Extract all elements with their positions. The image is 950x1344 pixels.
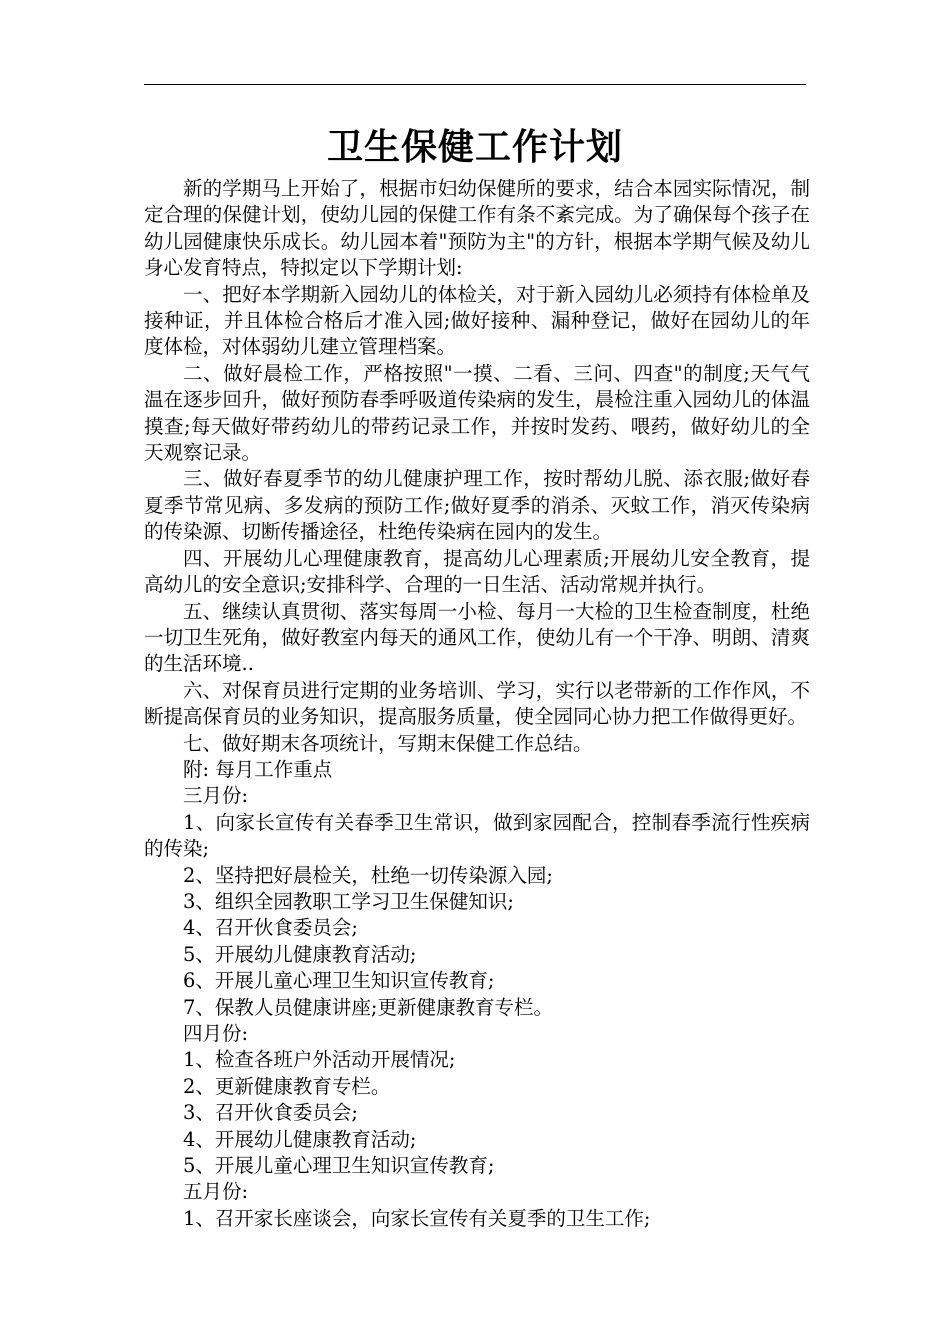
month-heading: 三月份: xyxy=(183,784,249,808)
list-item: 1、召开家长座谈会，向家长宣传有关夏季的卫生工作; xyxy=(183,1206,651,1230)
list-item: 7、保教人员健康讲座;更新健康教育专栏。 xyxy=(183,995,553,1019)
paragraph: 五、继续认真贯彻、落实每周一小检、每月一大检的卫生检查制度，杜绝一切卫生死角，做好教室内每天的通风工作，使幼儿有一个干净、明朗、清爽的生活环境.. xyxy=(144,599,810,676)
paragraph: 六、对保育员进行定期的业务培训、学习，实行以老带新的工作作风，不断提高保育员的业务知识，提高服务质量，使全园同心协力把工作做得更好。 xyxy=(144,678,810,729)
list-item: 4、召开伙食委员会; xyxy=(183,916,358,940)
paragraph: 一、把好本学期新入园幼儿的体检关，对于新入园幼儿必须持有体检单及接种证，并且体检合格后才准入园;做好接种、漏种登记，做好在园幼儿的年度体检，对体弱幼儿建立管理档案。 xyxy=(144,282,810,359)
list-item: 5、开展幼儿健康教育活动; xyxy=(183,942,417,966)
list-item: 2、坚持把好晨检关，杜绝一切传染源入园; xyxy=(183,863,553,887)
header-rule xyxy=(144,84,806,85)
paragraph: 四、开展幼儿心理健康教育，提高幼儿心理素质;开展幼儿安全教育，提高幼儿的安全意识;安排科学、合理的一日生活、活动常规并执行。 xyxy=(144,546,810,597)
document-title: 卫生保健工作计划 xyxy=(326,127,623,168)
list-item: 3、召开伙食委员会; xyxy=(183,1101,358,1125)
paragraph: 二、做好晨检工作，严格按照"一摸、二看、三问、四查"的制度;天气气温在逐步回升，做好预防春季呼吸道传染病的发生，晨检注重入园幼儿的体温摸查;每天做好带药幼儿的带药记录工作，并按时发药、喂药，做好幼儿的全天观察记录。 xyxy=(144,361,810,465)
appendix-heading: 附: 每月工作重点 xyxy=(183,757,333,781)
list-item: 5、开展儿童心理卫生知识宣传教育; xyxy=(183,1154,495,1178)
list-item: 6、开展儿童心理卫生知识宣传教育; xyxy=(183,969,495,993)
month-heading: 四月份: xyxy=(183,1022,249,1045)
paragraph: 三、做好春夏季节的幼儿健康护理工作，按时帮幼儿脱、添衣服;做好春夏季节常见病、多发病的预防工作;做好夏季的消杀、灭蚊工作，消灭传染病的传染源、切断传播途径，杜绝传染病在园内的发生。 xyxy=(144,467,810,544)
list-item: 2、更新健康教育专栏。 xyxy=(183,1074,391,1098)
paragraph: 七、做好期末各项统计，写期末保健工作总结。 xyxy=(183,731,593,755)
list-item: 4、开展幼儿健康教育活动; xyxy=(183,1127,417,1151)
month-heading: 五月份: xyxy=(183,1180,249,1204)
list-item: 1、向家长宣传有关春季卫生常识，做到家园配合，控制春季流行性疾病的传染; xyxy=(144,810,810,861)
list-item: 3、组织全园教职工学习卫生保健知识; xyxy=(183,889,514,913)
list-item: 1、检查各班户外活动开展情况; xyxy=(183,1048,456,1072)
document-body xyxy=(144,176,810,1232)
paragraph: 新的学期马上开始了，根据市妇幼保健所的要求，结合本园实际情况，制定合理的保健计划，使幼儿园的保健工作有条不紊完成。为了确保每个孩子在幼儿园健康快乐成长。幼儿园本着"预防为主"的方针，根据本学期气候及幼儿身心发育特点，特拟定以下学期计划: xyxy=(144,177,810,280)
